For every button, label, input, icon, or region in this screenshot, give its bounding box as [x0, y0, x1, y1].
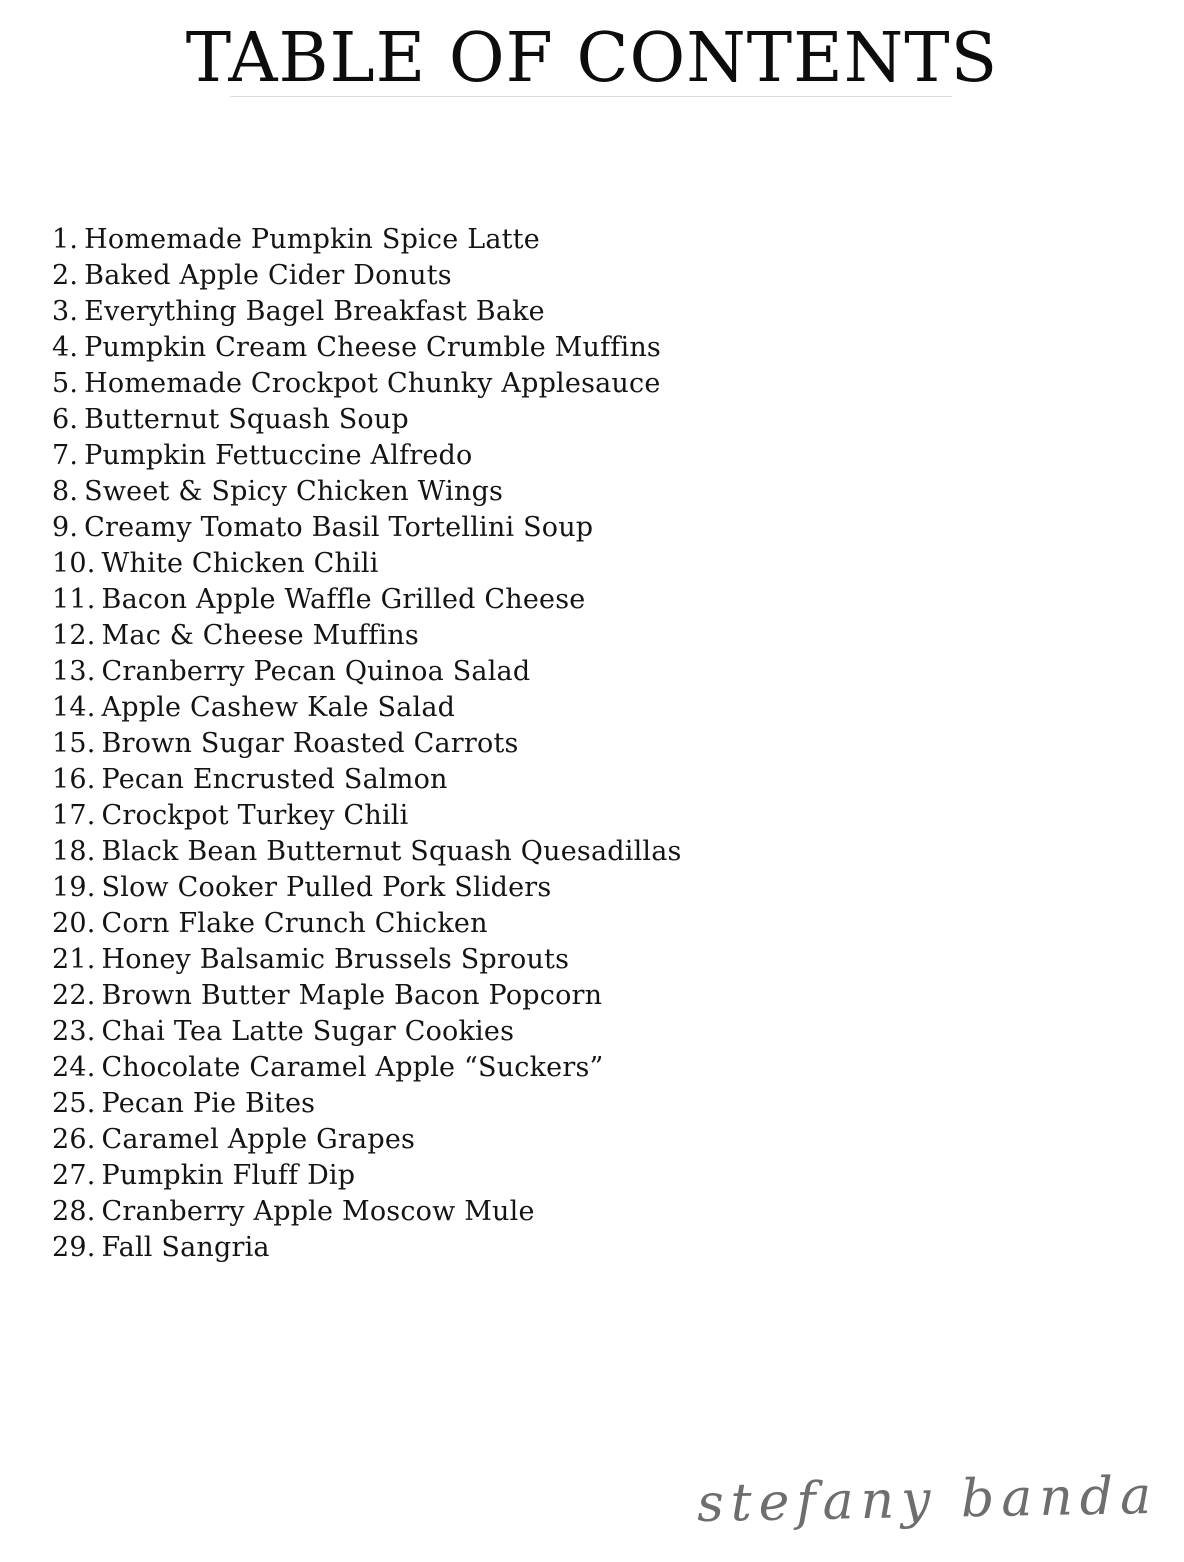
toc-entry-label: Pumpkin Cream Cheese Crumble Muffins	[84, 332, 661, 363]
toc-entry-label: Homemade Crockpot Chunky Applesauce	[84, 368, 661, 399]
toc-entry-number: 13.	[52, 656, 96, 687]
toc-entry-label: Bacon Apple Waffle Grilled Cheese	[101, 584, 586, 615]
toc-entry	[52, 510, 682, 546]
toc-entry-label: Everything Bagel Breakfast Bake	[84, 296, 545, 327]
toc-entry-number: 6.	[52, 404, 79, 435]
page-title: TABLE OF CONTENTS	[185, 19, 999, 98]
toc-entry-number: 28.	[52, 1196, 96, 1227]
toc-entry-label: Honey Balsamic Brussels Sprouts	[101, 944, 570, 975]
toc-entry-label: Brown Butter Maple Bacon Popcorn	[101, 980, 603, 1011]
toc-entry-label: Chai Tea Latte Sugar Cookies	[101, 1016, 515, 1047]
title-block	[0, 19, 1184, 98]
toc-entry	[52, 798, 682, 834]
toc-entry-label: Apple Cashew Kale Salad	[101, 692, 456, 723]
toc-entry-number: 9.	[52, 512, 79, 543]
toc-entry-label: Mac & Cheese Muffins	[101, 620, 419, 651]
toc-entry-label: Black Bean Butternut Squash Quesadillas	[101, 836, 682, 867]
toc-entry-label: Caramel Apple Grapes	[101, 1124, 416, 1155]
toc-entry-number: 1.	[52, 224, 79, 255]
toc-entry	[52, 402, 682, 438]
toc-entry-number: 10.	[52, 548, 96, 579]
toc-entry-label: Corn Flake Crunch Chicken	[101, 908, 488, 939]
toc-entry-number: 23.	[52, 1016, 96, 1047]
toc-entry-number: 21.	[52, 944, 96, 975]
toc-entry	[52, 726, 682, 762]
toc-entry-label: Baked Apple Cider Donuts	[84, 260, 452, 291]
toc-entry-number: 17.	[52, 800, 96, 831]
toc-entry	[52, 834, 682, 870]
toc-entry-number: 2.	[52, 260, 79, 291]
toc-entry-label: Cranberry Apple Moscow Mule	[101, 1196, 535, 1227]
toc-entry-label: Crockpot Turkey Chili	[101, 800, 409, 831]
toc-entry-number: 22.	[52, 980, 96, 1011]
toc-entry	[52, 762, 682, 798]
toc-entry	[52, 1014, 682, 1050]
toc-entry-label: White Chicken Chili	[101, 548, 379, 579]
toc-entry-label: Pumpkin Fluff Dip	[101, 1160, 356, 1191]
toc-entry	[52, 1086, 682, 1122]
toc-entry	[52, 870, 682, 906]
toc-entry-label: Pecan Encrusted Salmon	[101, 764, 448, 795]
toc-entry	[52, 366, 682, 402]
toc-entry	[52, 1158, 682, 1194]
toc-entry-number: 25.	[52, 1088, 96, 1119]
toc-entry-number: 11.	[52, 584, 96, 615]
toc-entry	[52, 474, 682, 510]
toc-entry	[52, 258, 682, 294]
toc-entry	[52, 978, 682, 1014]
toc-entry-number: 19.	[52, 872, 96, 903]
toc-entry-label: Cranberry Pecan Quinoa Salad	[101, 656, 531, 687]
toc-entry-number: 18.	[52, 836, 96, 867]
toc-entry-label: Fall Sangria	[101, 1232, 270, 1263]
toc-entry	[52, 546, 682, 582]
toc-entry-label: Pumpkin Fettuccine Alfredo	[84, 440, 473, 471]
toc-entry	[52, 330, 682, 366]
toc-entry	[52, 294, 682, 330]
toc-entry	[52, 690, 682, 726]
toc-entry	[52, 654, 682, 690]
toc-entry-label: Slow Cooker Pulled Pork Sliders	[101, 872, 552, 903]
toc-entry-number: 15.	[52, 728, 96, 759]
toc-entry	[52, 1122, 682, 1158]
toc-entry	[52, 942, 682, 978]
toc-entry-number: 24.	[52, 1052, 96, 1083]
toc-entry	[52, 222, 682, 258]
toc-entry	[52, 1194, 682, 1230]
toc-entry	[52, 906, 682, 942]
toc-entry	[52, 618, 682, 654]
toc-entry-number: 4.	[52, 332, 79, 363]
toc-entry-number: 14.	[52, 692, 96, 723]
toc-entry-label: Homemade Pumpkin Spice Latte	[84, 224, 540, 255]
toc-entry-label: Chocolate Caramel Apple “Suckers”	[101, 1052, 604, 1083]
toc-entry	[52, 438, 682, 474]
title-underline	[230, 96, 952, 97]
toc-entry-label: Pecan Pie Bites	[101, 1088, 316, 1119]
table-of-contents-list	[52, 222, 682, 1266]
toc-entry-number: 16.	[52, 764, 96, 795]
toc-entry-number: 8.	[52, 476, 79, 507]
toc-entry	[52, 1050, 682, 1086]
toc-entry-number: 26.	[52, 1124, 96, 1155]
toc-entry-label: Brown Sugar Roasted Carrots	[101, 728, 519, 759]
toc-entry-number: 27.	[52, 1160, 96, 1191]
toc-entry-number: 5.	[52, 368, 79, 399]
toc-entry-label: Butternut Squash Soup	[84, 404, 409, 435]
signature: stefany banda	[696, 1465, 1159, 1535]
toc-entry-number: 3.	[52, 296, 79, 327]
toc-entry-number: 29.	[52, 1232, 96, 1263]
toc-entry-number: 20.	[52, 908, 96, 939]
toc-entry-number: 7.	[52, 440, 79, 471]
toc-entry	[52, 582, 682, 618]
toc-entry-label: Sweet & Spicy Chicken Wings	[84, 476, 504, 507]
toc-entry	[52, 1230, 682, 1266]
toc-entry-number: 12.	[52, 620, 96, 651]
toc-entry-label: Creamy Tomato Basil Tortellini Soup	[84, 512, 594, 543]
